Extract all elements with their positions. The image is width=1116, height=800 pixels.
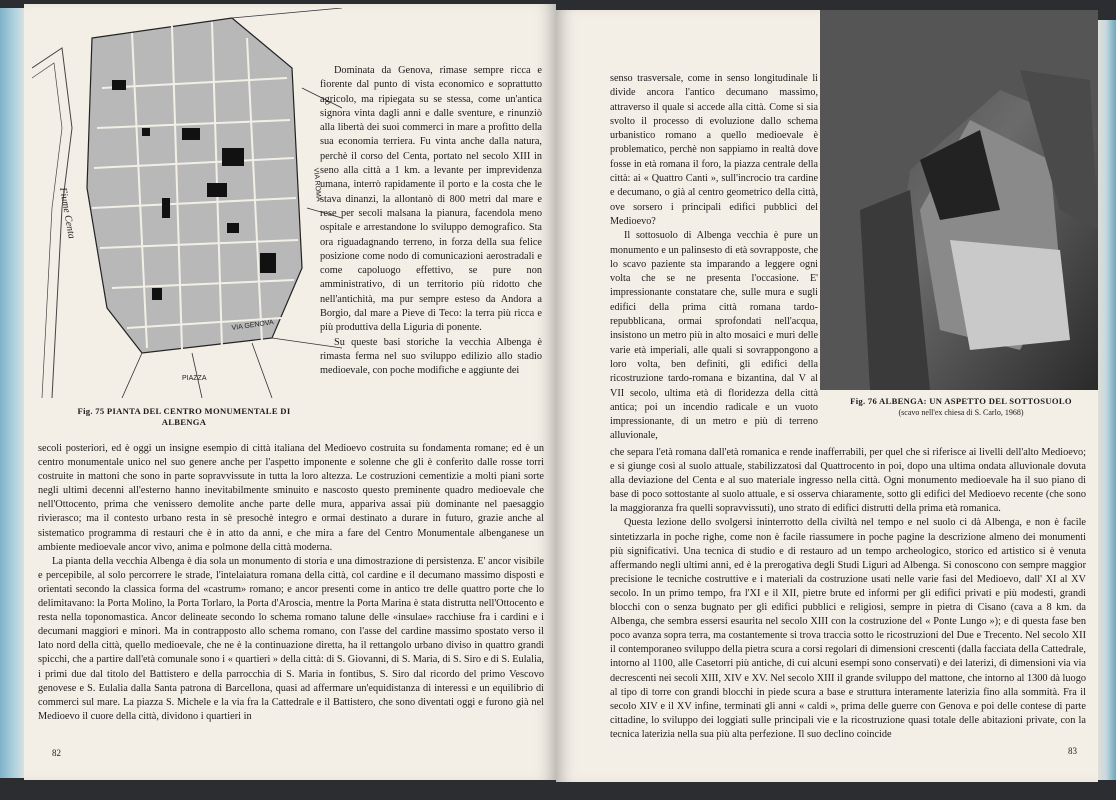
paragraph: senso trasversale, come in senso longitudinale li divide ancora l'antico decumano massimo, attraverso il quale si accede alla città. Come si sia svolto il processo di evoluzione dallo schema urbanistico romano a quello medioevale è problematico, perchè non sappiamo in realtà dove fosse in età romana il foro, la piazza centrale della città: ai « Quattro Canti », sull'incrocio tra cardine e decumano, o già al centro geometrico della città, ove sorsero i principali edifici pubblici del Medioevo? (610, 73, 818, 227)
figure-76-title: Fig. 76 ALBENGA: UN ASPETTO DEL SOTTOSUOLO (850, 396, 1072, 406)
paragraph: Il sottosuolo di Albenga vecchia è pure un monumento e un palinsesto di età sovrapposte, che lo scavo paziente sta imparando a leggere ogni volta che se ne presenta l'occasione. E' impressionante constatare che, sulle mura e sugli edifici della prima città romana tardo-repubblicana, ormai sprofondati nell'acqua, insistono un metro più in alto mosaici e muri delle varie età imperiali, alle quali si sovrappongono a loro volta, ben definiti, gli edifici della ricostruzione tardo-romana e bizantina, dal V al VII secolo, ultima età di floridezza della città antica; poi un incendio radicale e un vuoto impressionante, di un metro e più di terreno alluvionale, (610, 230, 818, 442)
figure-76-subcaption: (scavo nell'ex chiesa di S. Carlo, 1968) (898, 408, 1024, 417)
right-page (556, 10, 1098, 782)
left-column-text (320, 64, 542, 379)
page-number: 82 (52, 748, 61, 758)
figure-76-caption (826, 396, 1096, 418)
left-wide-text (38, 442, 544, 724)
map-label-via-genova: VIA GENOVA (231, 319, 275, 332)
map-label-via-roma: VIA ROMA (312, 167, 322, 202)
map-label-river: Fiume Centa (57, 186, 77, 240)
paragraph: Questa lezione dello svolgersi ininterrotto della civiltà nel tempo e nel suolo ci dà Albenga, e non è facile sintetizzarla in poche righe, come non è facile riassumere in poche pagine la descrizione almeno dei monumenti più significativi. Una tecnica di studio e di restauro ad un tempo archeologico, storico ed artistico si è venuta affermando negli ultimi anni, ed è la prerogativa degli Studi Liguri ad Albenga. Si conoscono con sempre maggior precisione le tecniche costruttive e i materiali da costruzione usati nelle varie fasi del Medioevo, dall' XI al XV secolo. In un primo tempo, fra l'XI e il XII, pietre brute ed informi per gli edifici privati e più modesti, grandi blocchi con o senza bugnato per gli edifici pubblici e religiosi, sempre in pietra di Cisano (cava a 8 km. da Albenga, che sembra essersi esaurita nel secolo XIII con la costruzione del « Ponte Lungo »); e di questa fase ben poco avanza sopra terra, ma costantemente si trova traccia sotto le ricostruzioni del Due e Trecento. Nel secolo XII il contemporaneo sviluppo della pietra scura a corsi regolari di dimensioni crescenti (dalla facciata della Cattedrale, intorno al 1100, alle Casetorri più antiche, di cui alcuni esempi sono conservati) e dei laterizi, di dimensioni via via decrescenti nei secoli XIII, XIV e XV. Nel secolo XIII il grande sviluppo del mattone, che intorno al 1300 dà luogo al tipo di torre con grandi blocchi in piede scura a base e struttura interamente laterizia fino alla sommità. Fra il secolo XIV e il XV infine, terminati gli anni « caldi », prima delle guerre con Genova e poi delle contese di parte cittadine, lo sviluppo dei loggiati sulle principali vie e la ricostruzione quasi totale delle abitazioni private, con la tecnica laterizia nella sua più alta perfezione. Il suo declino coincide (610, 517, 1086, 740)
left-page (24, 4, 556, 780)
excavation-photo (820, 10, 1098, 390)
paragraph: che separa l'età romana dall'età romanica e rende inafferrabili, per quel che si riferisce ai livelli dell'alto Medioevo; e si giunge così al suolo attuale, stabilizzatosi dal Quattrocento in poi, dopo una ultima ondata alluvionale dovuta alla deviazione del Centa e al suo materiale ingresso nella città. Ogni monumento medioevale ha il suo piano di base di poco sottostante al suolo attuale, e si osserva chiaramente, sotto gli edifici del Medioevo recente (che sono la maggioranza fra quelli sopravvissuti), uno strato di edifici distrutti della prima età romanica. (610, 447, 1086, 515)
right-wide-text (610, 446, 1086, 742)
city-map-figure (32, 8, 342, 398)
page-number: 83 (1068, 746, 1077, 756)
figure-75-caption: Fig. 75 PIANTA DEL CENTRO MONUMENTALE DI ALBENGA (77, 406, 291, 427)
right-column-text (610, 72, 818, 444)
paragraph: Dominata da Genova, rimase sempre ricca e fiorente dal punto di vista economico e soprattutto agricolo, ma ripiegata su se stessa, come un'antica signora vinta dagli anni e dalle sventure, e rinunziò alla libertà dei suoi commerci in mare a profitto della sua economia terriera. Fu vinta anche dalla natura, perchè il corso del Centa, portato nel secolo XIII in seno alla città a 1 km. a levante per imprevidenza umana, interrò rapidamente il porto e la costa che le stava dinanzi, la allontanò di 800 metri dal mare e rese per secoli malsana la pianura, facendola meno ospitale e arrestandone lo sviluppo demografico. Sta ora riguadagnando terreno, in forza della sua felice posizione come nodo di comunicazioni aerostradali e come capoluogo effettivo, se pure non amministrativo, di un territorio più ridotto che nell'antichità, ma pur sempre esteso da Andora a Borgio, dal mare a Pieve di Teco: la terra più ricca e più produttiva della Liguria di ponente. (320, 65, 542, 334)
book-edge-right (1096, 20, 1116, 780)
map-label-piazza: PIAZZA (182, 375, 207, 382)
paragraph: La pianta della vecchia Albenga è dia sola un monumento di storia e una dimostrazione di persistenza. E' ancor visibile e percepibile, al solo percorrere le strade, l'intelaiatura romana della città, col cardine e il decumano massimo disposti e orientati secondo la classica forma del «castrum» romano; e ancor presenti come in antico tre delle quattro porte che lo delimitavano: la Porta Molino, la Porta Torlaro, la Porta d'Aroscia, mentre la Porta Marina è stata distrutta nell'Ottocento e resta nella toponomastica. Ancor delineate secondo lo schema romano talune delle «insulae» racchiuse fra i cardini e i decumani maggiori e minori. Ma in contrapposto allo schema romano, con l'asse del cardine massimo spostato verso il lato nord della città, quello medioevale, che ne è la continuazione diretta, ha il rettangolo urbano diviso in quattro grandi spicchi, che a partire dall'età comunale sono i « quartieri » della città: di S. Giovanni, di S. Maria, di S. Siro e di S. Eulalia, i primi due dal titolo del Battistero e della parrocchia di S. Maria in fontibus, S. Siro dal ricordo del primo Vescovo genovese e S. Eulalia dalla Santa patrona di Barcellona, quasi ad affermare un'equidistanza di interessi e un equilibrio di commerci sul mare. La piazza S. Michele e la via fra la Cattedrale e il Battistero, che sono diventati oggi e furono già nel Medioevo il cuore della città, dividono i quartieri in (38, 555, 544, 722)
paragraph: secoli posteriori, ed è oggi un insigne esempio di città italiana del Medioevo costruita su fondamenta romane; ed è un centro monumentale unico nel suo genere anche per l'aspetto imponente e solenne che gli è conferito dalle rosse torri costruite in mattoni che sono in parte sopravvissute in tutta la loro altezza. Le costruzioni cementizie a molti piani sorte negli ultimi decenni all'esterno hanno inevitabilmente sminuito e nascosto questo preminente quadro medioevale che nell'Ottocento, prima che venissero demolite anche parte delle mura, appariva assai più dominante nel paesaggio rivierasco; ma il contesto urbano resta in sè presochè integro e ormai destinato a durare in futuro, grazie anche al sistematico programma di restauri che è in atto da anni, e che mira a fare del Centro Monumentale albenganese un ambiente medioevale ancor vivo, anima e polmone della città moderna. (38, 443, 544, 553)
paragraph: Su queste basi storiche la vecchia Albenga è rimasta ferma nel suo sviluppo edilizio allo stadio medioevale, con poche modifiche e aggiunte dei (320, 336, 542, 377)
